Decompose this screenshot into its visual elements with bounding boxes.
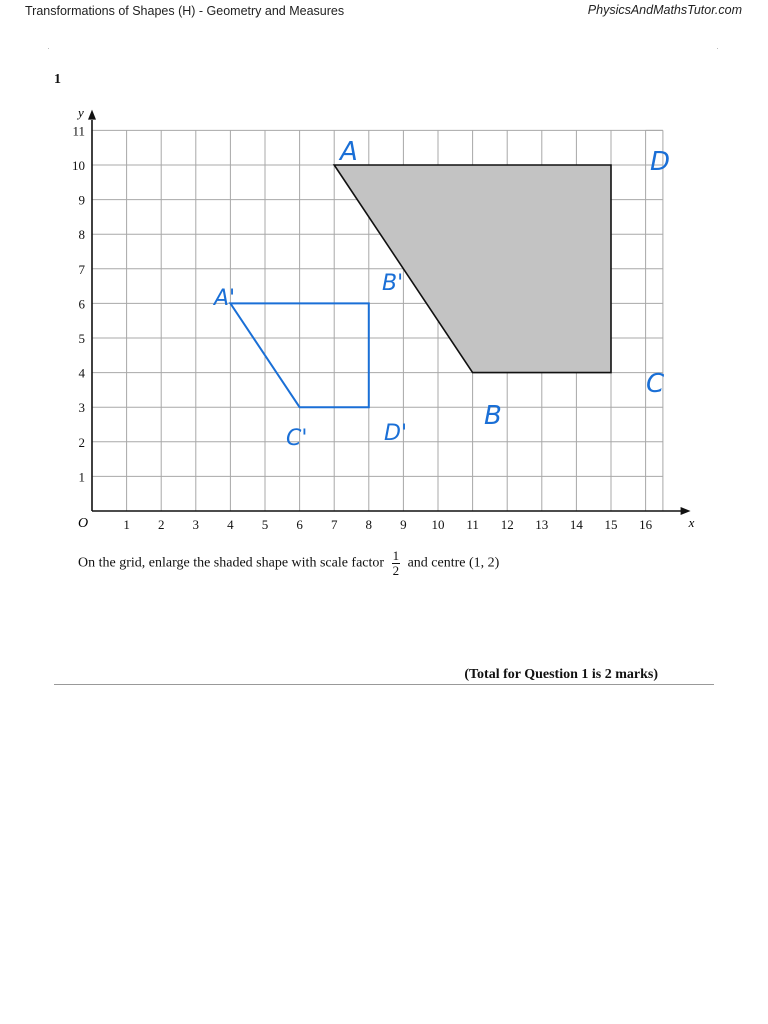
x-tick-label: 11	[466, 517, 479, 532]
label-d: D	[650, 147, 671, 177]
y-tick-label: 11	[72, 123, 85, 139]
x-tick-label: 15	[604, 517, 618, 532]
x-tick-label: 8	[365, 517, 373, 532]
question-number: 1	[54, 72, 61, 87]
y-tick-label: 4	[78, 365, 85, 381]
scale-factor-fraction	[392, 549, 401, 578]
x-tick-label: 3	[192, 517, 200, 532]
instruction-after: and centre (1, 2)	[407, 555, 500, 571]
y-tick-label: 5	[78, 331, 85, 346]
x-tick-label: 10	[431, 517, 445, 532]
y-tick-label: 6	[78, 296, 85, 312]
label-b-prime: B'	[382, 271, 404, 296]
x-tick-label: 5	[261, 517, 269, 532]
y-tick-label: 9	[78, 192, 85, 208]
y-tick-label: 1	[78, 469, 85, 485]
x-tick-label: 6	[296, 517, 303, 532]
x-axis-arrow	[681, 507, 691, 515]
label-a-prime: A'	[214, 286, 236, 311]
x-tick-label: 14	[569, 517, 583, 532]
total-marks: (Total for Question 1 is 2 marks)	[464, 667, 658, 682]
x-tick-label: 9	[400, 517, 407, 532]
y-tick-label: 8	[78, 227, 85, 243]
fraction-denominator: 2	[392, 563, 400, 578]
x-tick-label: 1	[123, 517, 130, 532]
fraction-numerator: 1	[392, 548, 400, 563]
y-axis-arrow	[88, 110, 96, 120]
instruction-text	[78, 549, 499, 578]
x-tick-label: 16	[639, 517, 653, 532]
instruction-before: On the grid, enlarge the shaded shape with scale factor	[78, 555, 385, 571]
y-axis-label: y	[78, 105, 84, 121]
y-tick-label: 3	[78, 400, 85, 416]
x-tick-label: 13	[535, 517, 549, 532]
divider	[54, 684, 714, 685]
x-tick-label: 2	[157, 517, 165, 532]
x-tick-label: 12	[500, 517, 514, 532]
y-tick-label: 10	[72, 158, 85, 173]
origin-label: O	[78, 516, 89, 531]
y-tick-label: 2	[78, 434, 85, 450]
y-tick-label: 7	[78, 261, 85, 277]
label-d-prime: D'	[384, 421, 407, 446]
x-axis-label: x	[688, 515, 695, 530]
label-b: B	[484, 401, 502, 431]
label-a: A	[340, 137, 358, 167]
x-tick-label: 4	[227, 517, 234, 532]
label-c: C	[646, 369, 665, 399]
label-c-prime: C'	[286, 426, 308, 451]
header-site: PhysicsAndMathsTutor.com	[587, 3, 742, 17]
x-tick-label: 7	[330, 517, 338, 532]
header-title: Transformations of Shapes (H) - Geometry and Measures	[25, 4, 345, 18]
